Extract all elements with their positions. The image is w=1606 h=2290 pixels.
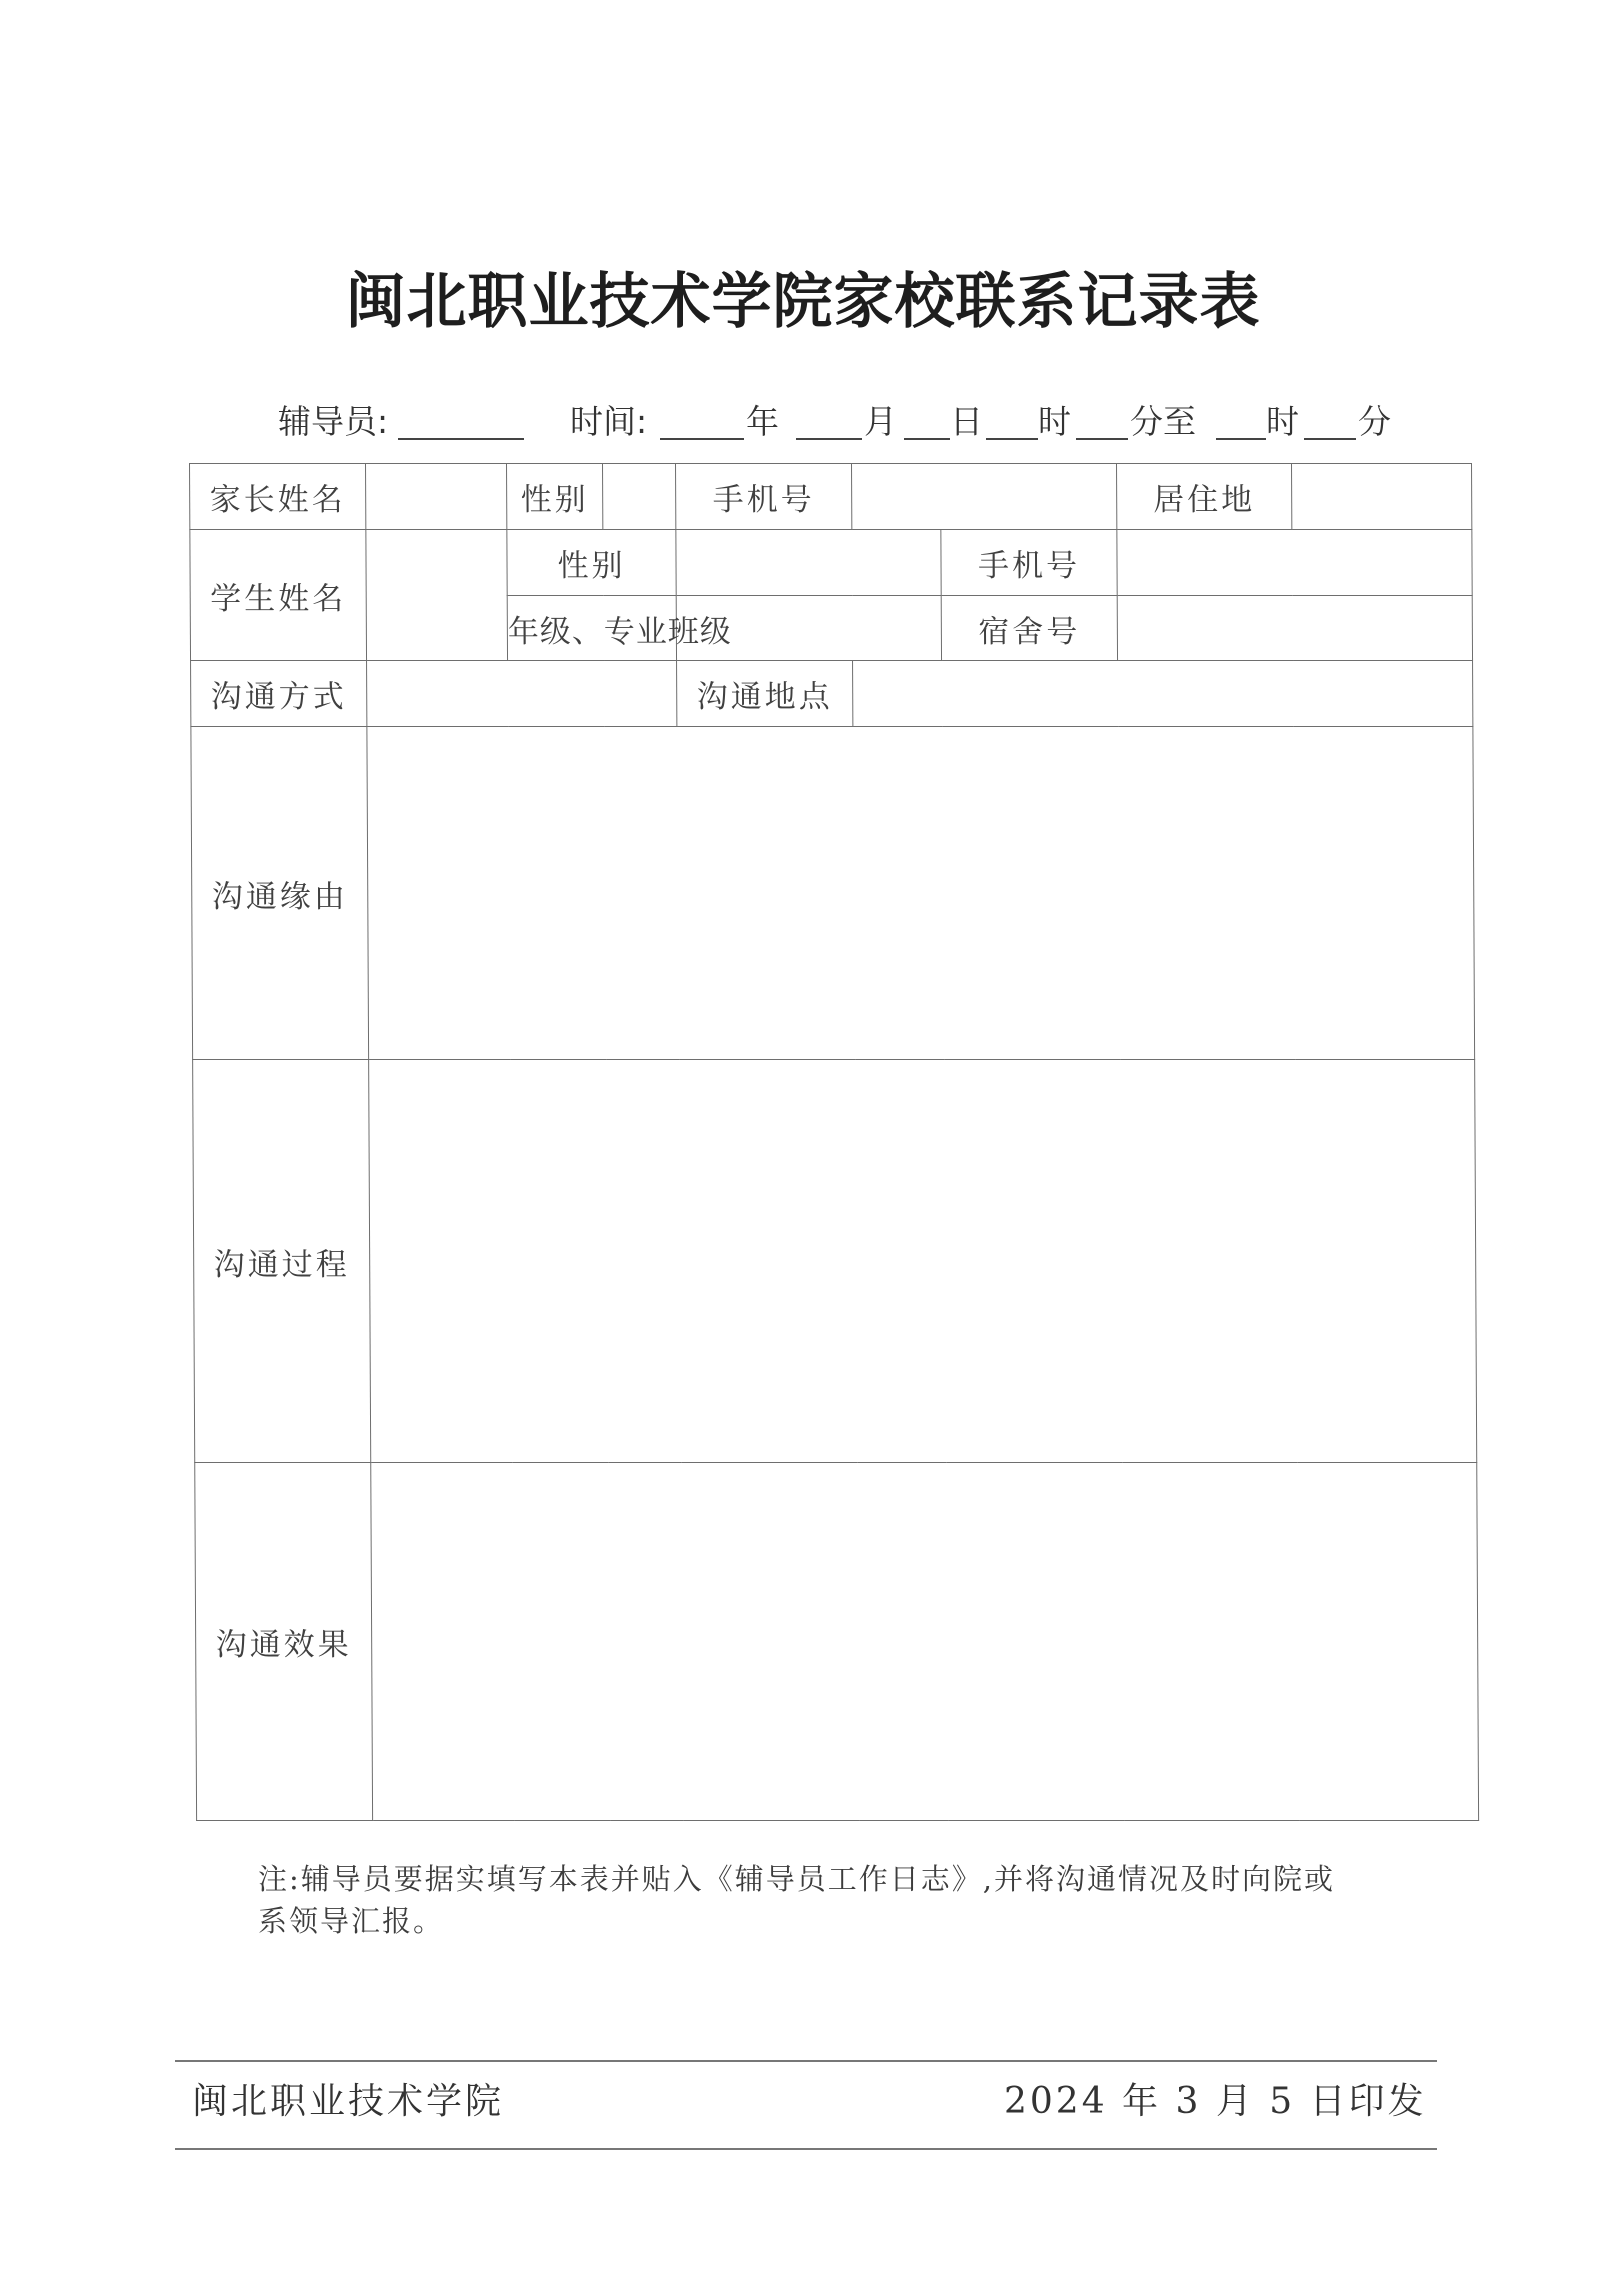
student-gender-cell[interactable] [676, 530, 941, 596]
time-label: 时间: [570, 402, 648, 441]
counselor-label: 辅导员: [278, 402, 389, 441]
footer-top-rule [175, 2060, 1437, 2062]
comm-result-cell[interactable] [371, 1463, 1479, 1821]
contact-record-table [189, 463, 1479, 1821]
note-line-1: 注:辅导员要据实填写本表并贴入《辅导员工作日志》,并将沟通情况及时向院或 [258, 1862, 1335, 1896]
footer-date: 2024 年 3 月 5 日印发 [1004, 2081, 1427, 2122]
year-label: 年 [746, 402, 779, 441]
month-blank[interactable] [796, 438, 862, 440]
parent-phone-label: 手机号 [676, 464, 852, 530]
hour1-blank[interactable] [986, 438, 1038, 440]
grade-major-class-label: 年级、专业班级 [507, 596, 676, 661]
month-label: 月 [864, 402, 897, 441]
year-blank[interactable] [660, 438, 744, 440]
header-line [0, 398, 1606, 448]
hour2-blank[interactable] [1216, 438, 1266, 440]
student-phone-cell[interactable] [1117, 530, 1472, 596]
comm-method-cell[interactable] [367, 661, 677, 727]
day-label: 日 [950, 402, 983, 441]
comm-result-label: 沟通效果 [195, 1463, 373, 1821]
comm-reason-label: 沟通缘由 [191, 727, 369, 1060]
hour1-label: 时 [1038, 402, 1071, 441]
note-line-2: 系领导汇报。 [258, 1904, 445, 1938]
parent-name-cell[interactable] [366, 464, 507, 530]
note [258, 1858, 1418, 1942]
footer-bottom-rule [175, 2148, 1437, 2150]
student-name-label: 学生姓名 [190, 530, 367, 661]
dorm-no-cell[interactable] [1117, 596, 1472, 661]
minute1-blank[interactable] [1076, 438, 1128, 440]
counselor-blank[interactable] [398, 438, 524, 440]
student-phone-label: 手机号 [941, 530, 1117, 596]
parent-gender-cell[interactable] [603, 464, 676, 530]
comm-process-label: 沟通过程 [193, 1060, 371, 1463]
parent-phone-cell[interactable] [852, 464, 1117, 530]
comm-place-label: 沟通地点 [677, 661, 853, 727]
comm-process-cell[interactable] [369, 1060, 1477, 1463]
comm-reason-cell[interactable] [367, 727, 1475, 1060]
day-blank[interactable] [904, 438, 950, 440]
comm-method-label: 沟通方式 [191, 661, 367, 727]
parent-gender-label: 性别 [507, 464, 603, 530]
parent-name-label: 家长姓名 [190, 464, 366, 530]
hour2-label: 时 [1266, 402, 1299, 441]
student-name-cell[interactable] [366, 530, 508, 661]
dorm-no-label: 宿舍号 [941, 596, 1117, 661]
comm-place-cell[interactable] [853, 661, 1473, 727]
student-gender-label: 性别 [507, 530, 676, 596]
minute2-blank[interactable] [1304, 438, 1356, 440]
page-title: 闽北职业技术学院家校联系记录表 [345, 267, 1261, 337]
residence-cell[interactable] [1292, 464, 1472, 530]
minute-label: 分 [1358, 402, 1391, 441]
minute-to-label: 分至 [1130, 402, 1196, 441]
footer-issuer: 闽北职业技术学院 [192, 2081, 505, 2122]
residence-label: 居住地 [1117, 464, 1292, 530]
